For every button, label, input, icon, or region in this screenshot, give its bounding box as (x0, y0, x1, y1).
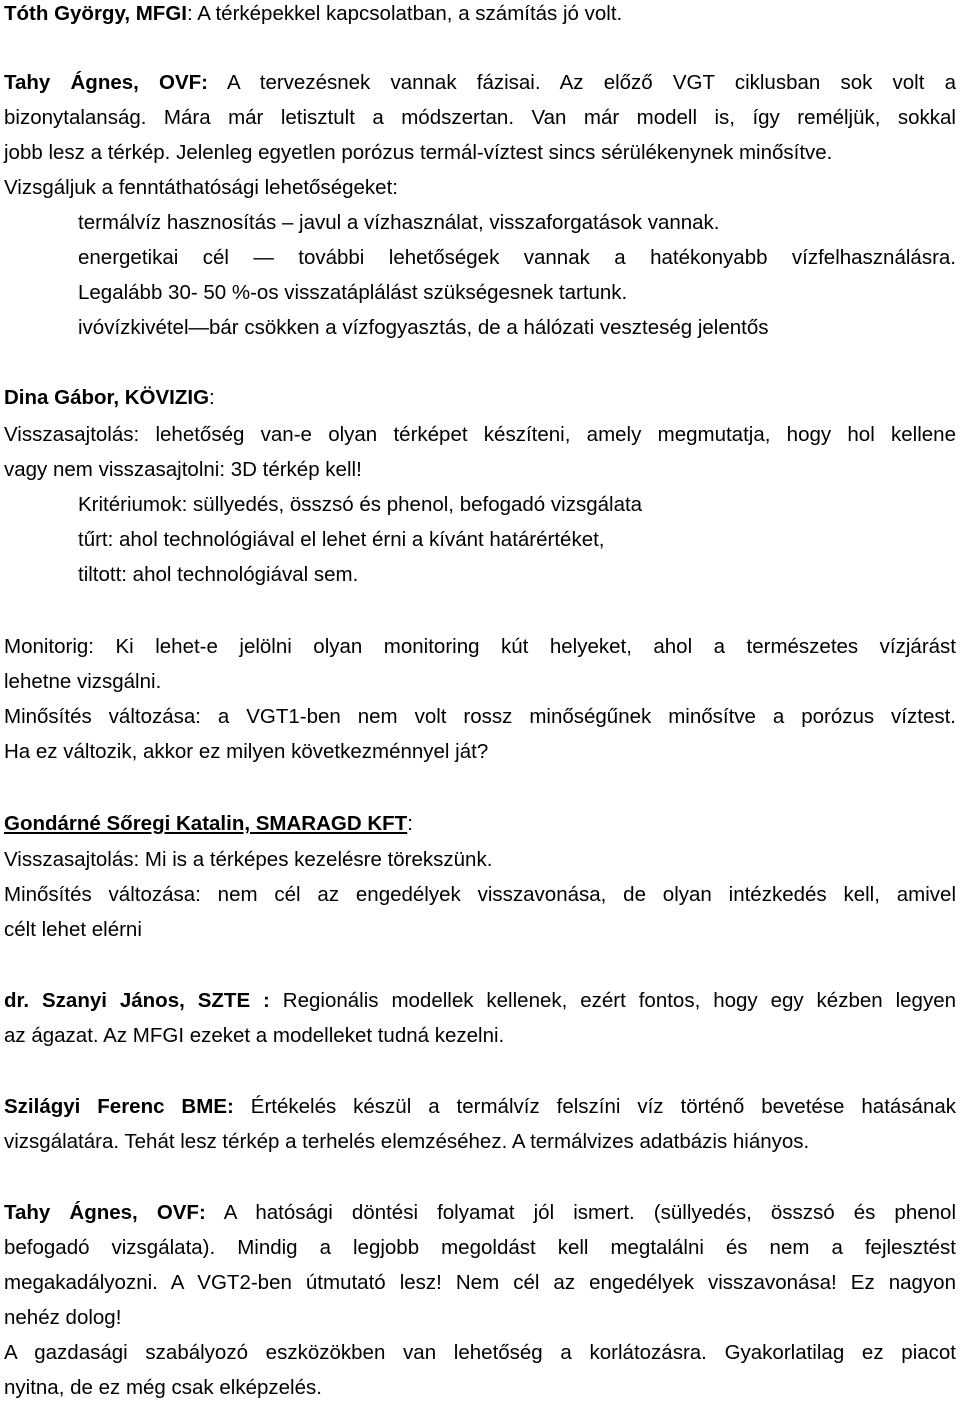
s1-paragraph (4, 0, 956, 31)
s3-line2: vagy nem visszasajtolni: 3D térkép kell! (4, 458, 362, 481)
s5-colon: : (407, 812, 413, 835)
s7-line1-text: Értékelés készül a termálvíz felszíni víz történő bevetése hatásának (233, 1095, 956, 1118)
s3-heading (4, 380, 956, 415)
s5-line2: Minősítés változása: nem cél az engedélyek visszavonása, de olyan intézkedés kell, amivel (4, 883, 956, 906)
s2-speaker: Tahy Ágnes, OVF: (4, 71, 208, 94)
s3-speaker: Dina Gábor, KÖVIZIG (4, 386, 210, 409)
s7-line2: vizsgálatára. Tehát lesz térkép a terhelés elemzéséhez. A termálvizes adatbázis hiányos. (4, 1130, 810, 1153)
s6-line2: az ágazat. Az MFGI ezeket a modelleket tudná kezelni. (4, 1024, 505, 1047)
s2-line1-text: A tervezésnek vannak fázisai. Az előző VGT ciklusban sok volt a (208, 71, 957, 94)
s2-line1 (4, 65, 956, 100)
s6-speaker: dr. Szanyi János, SZTE : (4, 989, 270, 1012)
s5-speaker: Gondárné Sőregi Katalin, SMARAGD KFT (4, 812, 408, 835)
s3-line1: Visszasajtolás: lehetőség van-e olyan térképet készíteni, amely megmutatja, hogy hol kellene (4, 423, 956, 446)
s4-line2: lehetne vizsgálni. (4, 670, 162, 693)
s8-line3: megakadályozni. A VGT2-ben útmutató lesz! Nem cél az engedélyek visszavonása! Ez nagyon (4, 1271, 956, 1294)
s3-indent2: tűrt: ahol technológiával el lehet érni a kívánt határértéket, (78, 528, 605, 551)
s5-line3: célt lehet elérni (4, 918, 142, 941)
s3-colon: : (209, 386, 215, 409)
s4-line3: Minősítés változása: a VGT1-ben nem volt rossz minőségűnek minősítve a porózus víztest. (4, 705, 956, 728)
s7-line1 (4, 1089, 956, 1124)
s8-line1-text: A hatósági döntési folyamat jól ismert. (süllyedés, összsó és phenol (205, 1201, 956, 1224)
s8-line2: befogadó vizsgálata). Mindig a legjobb megoldást kell megtalálni és nem a fejlesztést (4, 1236, 956, 1259)
s8-speaker: Tahy Ágnes, OVF: (4, 1201, 206, 1224)
s8-line1 (4, 1195, 956, 1230)
s7-speaker: Szilágyi Ferenc BME: (4, 1095, 234, 1118)
s8-line4: nehéz dolog! (4, 1306, 122, 1329)
s2-line4: Vizsgáljuk a fenntáthatósági lehetőségeket: (4, 176, 398, 199)
s5-line1: Visszasajtolás: Mi is a térképes kezelésre törekszünk. (4, 848, 493, 871)
s6-line1 (4, 983, 956, 1018)
s2-indent1: termálvíz hasznosítás – javul a vízhasználat, visszaforgatások vannak. (78, 211, 720, 234)
s4-line1: Monitorig: Ki lehet-e jelölni olyan monitoring kút helyeket, ahol a természetes vízjárást (4, 635, 956, 658)
s2-indent3: Legalább 30- 50 %-os visszatáplálást szükségesnek tartunk. (78, 281, 628, 304)
s6-line1-text: Regionális modellek kellenek, ezért fontos, hogy egy kézben legyen (269, 989, 956, 1012)
s8-line6: nyitna, de ez még csak elképzelés. (4, 1376, 322, 1399)
s1-speaker: Tóth György, MFGI (4, 2, 187, 25)
s8-line5: A gazdasági szabályozó eszközökben van lehetőség a korlátozásra. Gyakorlatilag ez piacot (4, 1341, 956, 1364)
s4-line4: Ha ez változik, akkor ez milyen következménnyel ját? (4, 740, 489, 763)
s2-line2: bizonytalanság. Mára már letisztult a módszertan. Van már modell is, így reméljük, sokkal (4, 106, 956, 129)
s2-indent2: energetikai cél — további lehetőségek vannak a hatékonyabb vízfelhasználásra. (78, 246, 956, 269)
s2-line3: jobb lesz a térkép. Jelenleg egyetlen porózus termál-víztest sincs sérülékenynek minősítve. (4, 141, 833, 164)
s2-indent4: ivóvízkivétel—bár csökken a vízfogyasztás, de a hálózati veszteség jelentős (78, 316, 769, 339)
s3-indent1: Kritériumok: süllyedés, összsó és phenol, befogadó vizsgálata (78, 493, 643, 516)
s1-text: : A térképekkel kapcsolatban, a számítás jó volt. (186, 2, 623, 25)
s5-heading (4, 806, 956, 841)
s3-indent3: tiltott: ahol technológiával sem. (78, 563, 359, 586)
